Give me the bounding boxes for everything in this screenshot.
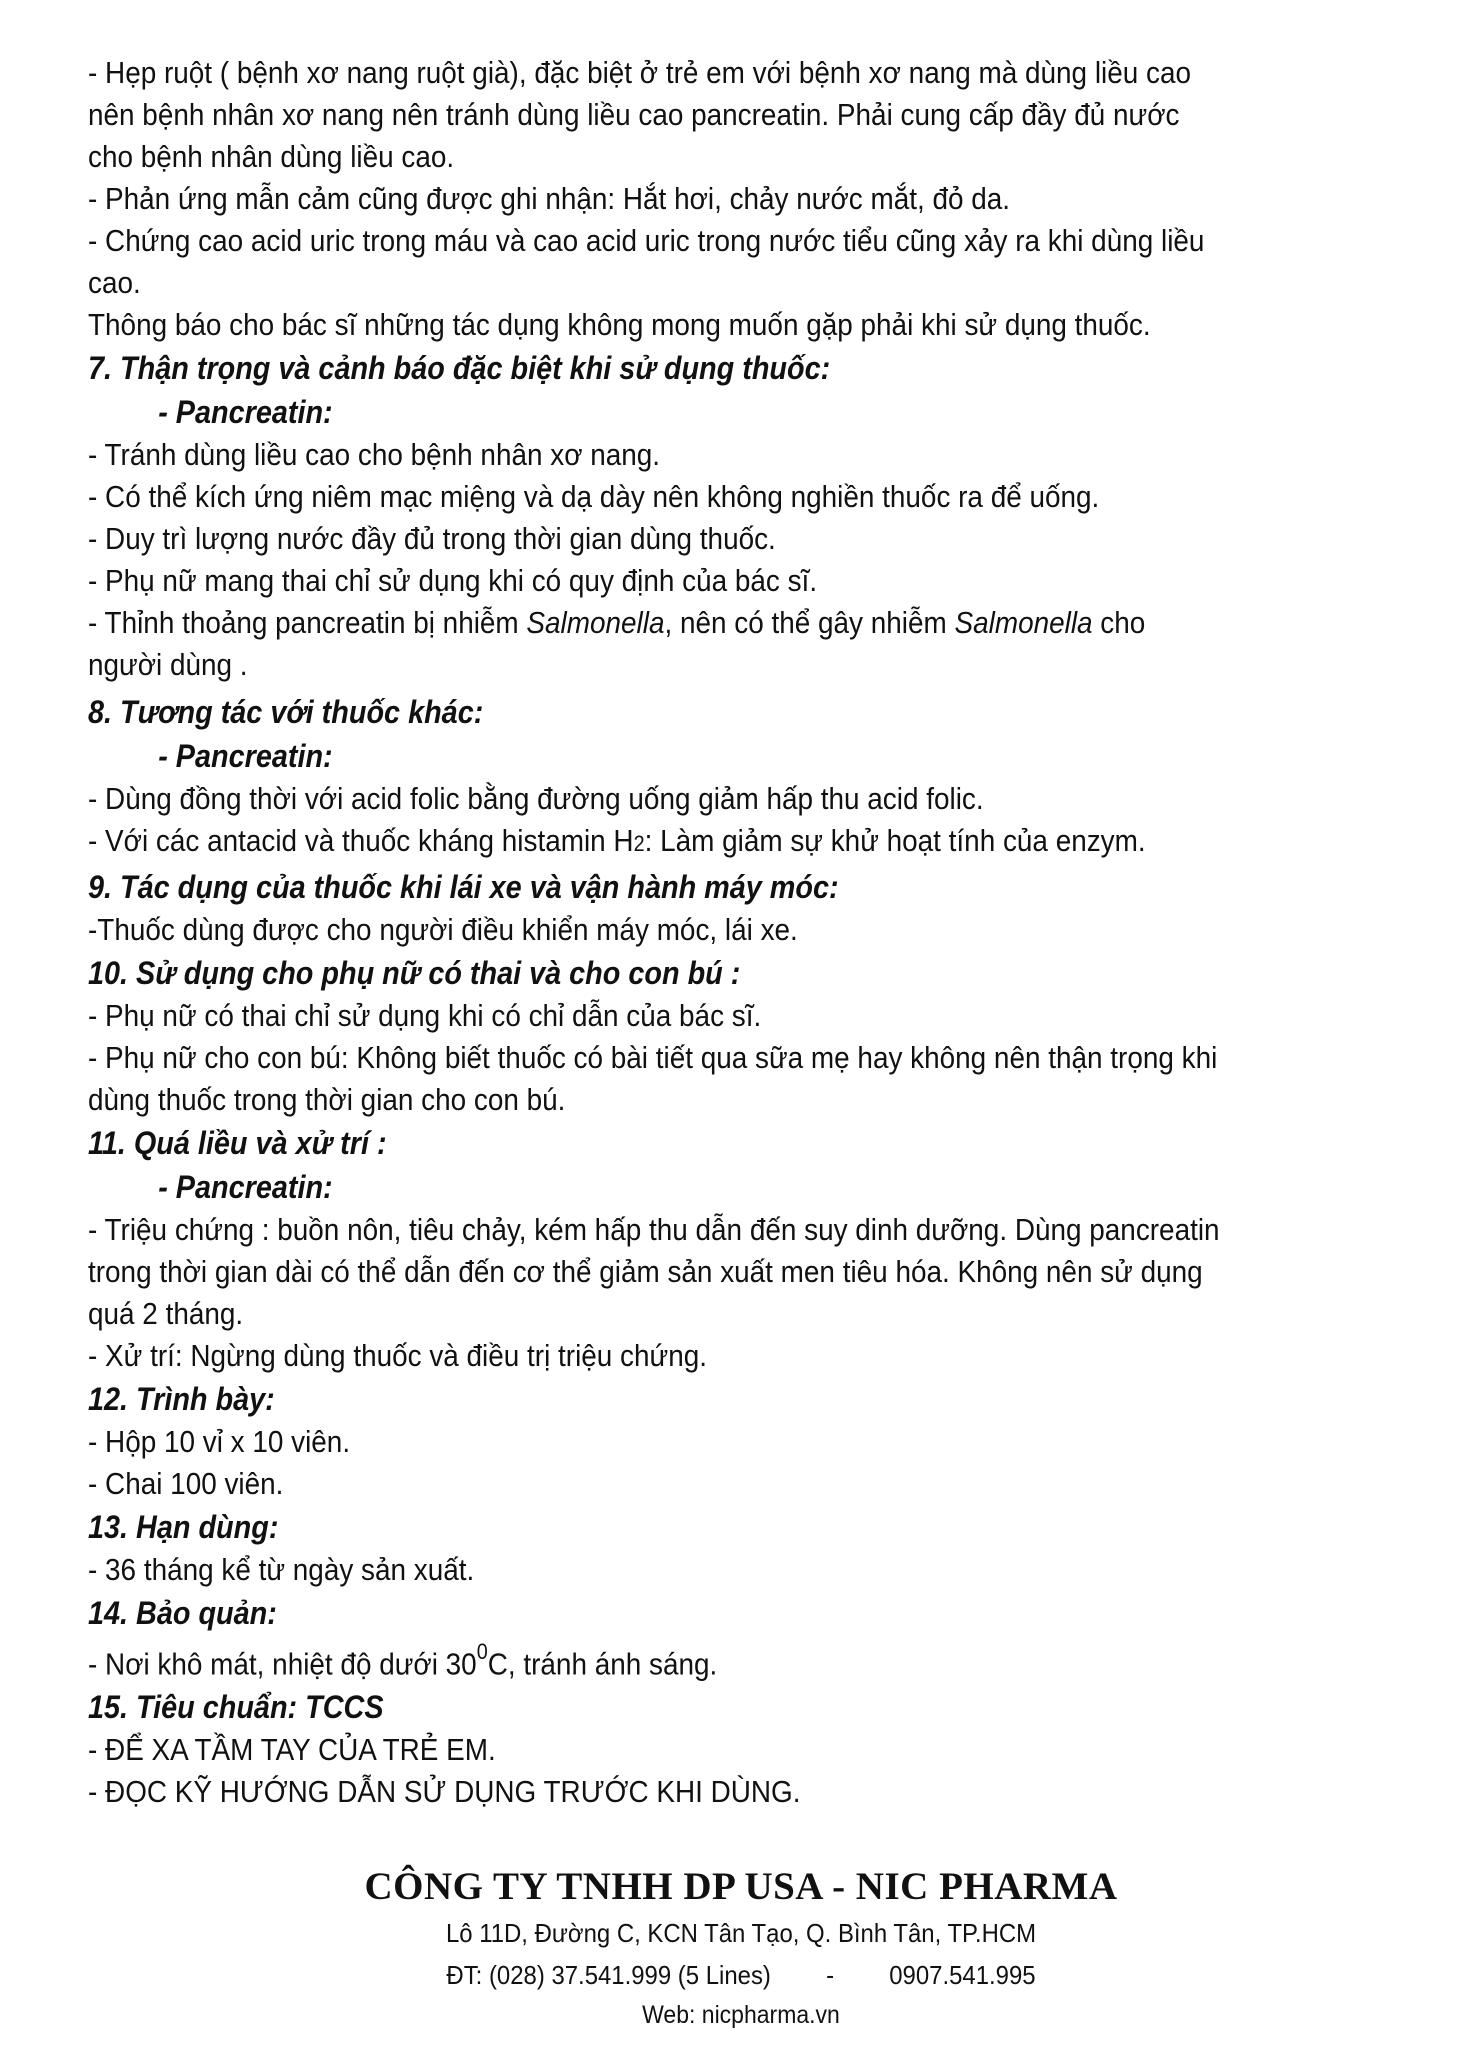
section-11-heading: 11. Quá liều và xử trí : <box>88 1125 387 1161</box>
section-8-subheading: - Pancreatin: <box>158 738 333 774</box>
section-10-heading: 10. Sử dụng cho phụ nữ có thai và cho con bú : <box>88 955 741 991</box>
intro-line-3: cho bệnh nhân dùng liều cao. <box>88 139 455 174</box>
h2-subscript: 2 <box>633 831 645 856</box>
section-9-line-1: -Thuốc dùng được cho người điều khiển máy móc, lái xe. <box>88 912 798 947</box>
section-13-line-1: - 36 tháng kể từ ngày sản xuất. <box>88 1552 475 1587</box>
company-name: CÔNG TY TNHH DP USA - NIC PHARMA <box>364 1865 1118 1908</box>
section-7-line-2: - Có thể kích ứng niêm mạc miệng và dạ dày nên không nghiền thuốc ra để uống. <box>88 479 1100 514</box>
degree-superscript: 0 <box>476 1639 488 1664</box>
company-contact <box>59 1954 1422 1996</box>
section-7-line-3: - Duy trì lượng nước đầy đủ trong thời gian dùng thuốc. <box>88 521 776 556</box>
intro-line-7: Thông báo cho bác sĩ những tác dụng không mong muốn gặp phải khi sử dụng thuốc. <box>88 307 1151 342</box>
section-8-heading: 8. Tương tác với thuốc khác: <box>88 694 484 730</box>
section-8-line-2 <box>88 820 1294 865</box>
section-10-line-2: - Phụ nữ cho con bú: Không biết thuốc có bài tiết qua sữa mẹ hay không nên thận trọng khi <box>88 1040 1218 1075</box>
section-11-line-3: quá 2 tháng. <box>88 1296 244 1331</box>
section-13-heading: 13. Hạn dùng: <box>88 1509 279 1545</box>
section-10-line-1: - Phụ nữ có thai chỉ sử dụng khi có chỉ dẫn của bác sĩ. <box>88 998 762 1033</box>
company-website: Web: nicpharma.vn <box>642 2001 840 2029</box>
s14-l1-part-a: - Nơi khô mát, nhiệt độ dưới 30 <box>88 1646 477 1682</box>
s14-l1-part-c: C, tránh ánh sáng. <box>487 1646 718 1682</box>
section-12-line-2: - Chai 100 viên. <box>88 1466 284 1501</box>
section-15-heading: 15. Tiêu chuẩn: TCCS <box>88 1689 384 1726</box>
intro-line-6: cao. <box>88 265 141 300</box>
intro-line-2: nên bệnh nhân xơ nang nên tránh dùng liều cao pancreatin. Phải cung cấp đầy đủ nước <box>88 97 1180 132</box>
section-14-line-1 <box>88 1635 1294 1685</box>
mobile-number: 0907.541.995 <box>889 1960 1036 1990</box>
s8-l2-part-a: - Với các antacid và thuốc kháng histamin H <box>88 823 634 858</box>
section-12-heading: 12. Trình bày: <box>88 1381 275 1417</box>
section-7-line-4: - Phụ nữ mang thai chỉ sử dụng khi có quy định của bác sĩ. <box>88 563 818 598</box>
section-14-heading: 14. Bảo quản: <box>88 1595 277 1631</box>
salmonella-term: Salmonella <box>954 605 1093 640</box>
section-7-line-6: người dùng . <box>88 647 248 682</box>
intro-line-1: - Hẹp ruột ( bệnh xơ nang ruột già), đặc biệt ở trẻ em với bệnh xơ nang mà dùng liều cao <box>88 55 1191 90</box>
salmonella-term: Salmonella <box>526 605 665 640</box>
section-11-line-1: - Triệu chứng : buồn nôn, tiêu chảy, kém hấp thu dẫn đến suy dinh dưỡng. Dùng pancreatin <box>88 1212 1220 1247</box>
warning-line-2: - ĐỌC KỸ HƯỚNG DẪN SỬ DỤNG TRƯỚC KHI DÙNG. <box>88 1774 801 1810</box>
leaflet-body <box>88 52 1428 1813</box>
section-12-line-1: - Hộp 10 vỉ x 10 viên. <box>88 1424 351 1459</box>
section-11-line-2: trong thời gian dài có thể dẫn đến cơ thể giảm sản xuất men tiêu hóa. Không nên sử dụng <box>88 1254 1203 1289</box>
section-11-subheading: - Pancreatin: <box>158 1169 333 1205</box>
section-7-line-1: - Tránh dùng liều cao cho bệnh nhân xơ nang. <box>88 437 661 472</box>
s7-l5-part-e: cho <box>1092 605 1146 640</box>
s7-l5-part-c: , nên có thể gây nhiễm <box>664 605 955 640</box>
s8-l2-part-c: : Làm giảm sự khử hoạt tính của enzym. <box>644 823 1146 858</box>
section-7-line-5 <box>88 602 1294 644</box>
company-footer <box>0 1862 1482 2034</box>
intro-line-4: - Phản ứng mẫn cảm cũng được ghi nhận: Hắt hơi, chảy nước mắt, đỏ da. <box>88 181 1011 216</box>
section-11-line-4: - Xử trí: Ngừng dùng thuốc và điều trị triệu chứng. <box>88 1338 708 1373</box>
s7-l5-part-a: - Thỉnh thoảng pancreatin bị nhiễm <box>88 605 527 640</box>
contact-separator: - <box>826 1960 835 1990</box>
section-9-heading: 9. Tác dụng của thuốc khi lái xe và vận hành máy móc: <box>88 869 839 905</box>
section-8-line-1: - Dùng đồng thời với acid folic bằng đường uống giảm hấp thu acid folic. <box>88 781 984 816</box>
warning-line-1: - ĐỂ XA TẦM TAY CỦA TRẺ EM. <box>88 1732 496 1768</box>
section-7-subheading: - Pancreatin: <box>158 394 333 430</box>
phone-number: ĐT: (028) 37.541.999 (5 Lines) <box>446 1960 771 1990</box>
section-7-heading: 7. Thận trọng và cảnh báo đặc biệt khi sử dụng thuốc: <box>88 350 831 386</box>
section-10-line-3: dùng thuốc trong thời gian cho con bú. <box>88 1082 566 1117</box>
company-address: Lô 11D, Đường C, KCN Tân Tạo, Q. Bình Tân, TP.HCM <box>445 1918 1037 1948</box>
intro-line-5: - Chứng cao acid uric trong máu và cao acid uric trong nước tiểu cũng xảy ra khi dùng liều <box>88 223 1205 258</box>
